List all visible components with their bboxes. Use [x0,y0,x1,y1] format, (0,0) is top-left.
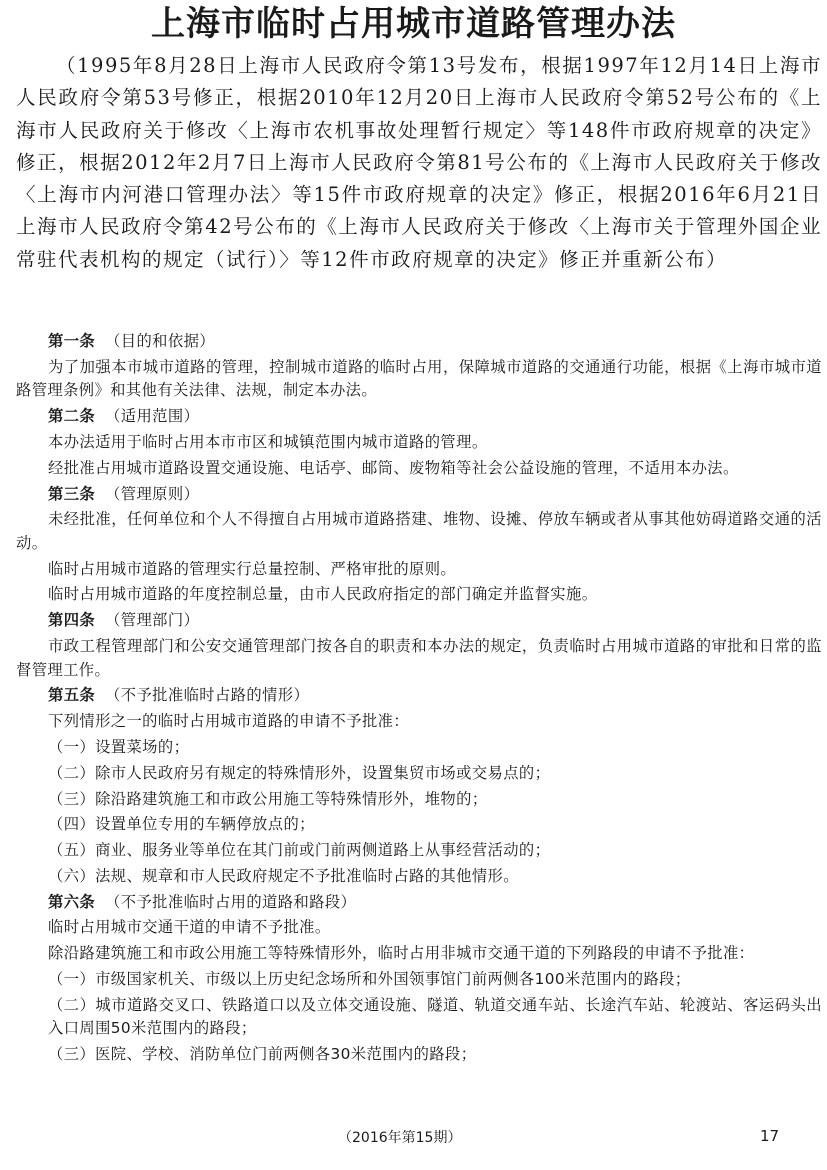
page-footer [0,1127,827,1151]
document-preamble: （1995年8月28日上海市人民政府令第13号发布，根据1997年12月14日上海市人民政府令第53号修正，根据2010年12月20日上海市人民政府令第52号公布的《上海市人民政府关于修改〈上海市农机事故处理暂行规定〉等148件市政府规章的决定》修正，根据2012年2月7日上海市人民政府令第81号公布的《上海市人民政府关于修改〈上海市内河港口管理办法〉等15件市政府规章的决定》修正，根据2016年6月21日上海市人民政府令第42号公布的《上海市人民政府关于修改〈上海市关于管理外国企业常驻代表机构的规定（试行）〉等12件市政府规章的决定》修正并重新公布） [16,54,822,271]
article-heading [16,405,822,429]
article-number: 第五条 [48,686,96,705]
article-topic: （不予批准临时占路的情形） [105,686,310,705]
article-paragraph: 除沿路建筑施工和市政公用施工等特殊情形外，临时占用非城市交通干道的下列路段的申请不予批准： [48,944,755,963]
article-paragraph: 未经批准，任何单位和个人不得擅自占用城市道路搭建、堆物、设摊、停放车辆或者从事其他妨碍道路交通的活动。 [16,510,822,552]
article-paragraph: 经批准占用城市道路设置交通设施、电话亭、邮筒、废物箱等社会公益设施的管理，不适用本办法。 [48,458,739,477]
article-heading [16,609,822,633]
article-heading [16,891,822,915]
article-list-item: （三）医院、学校、消防单位门前两侧各30米范围内的路段； [48,1045,477,1064]
article-number: 第三条 [48,484,96,503]
article-heading [16,330,822,354]
article-paragraph: 本办法适用于临时占用本市市区和城镇范围内城市道路的管理。 [48,432,488,451]
article-heading [16,483,822,507]
article-list-item: （三）除沿路建筑施工和市政公用施工等特殊情形外，堆物的； [48,789,488,808]
articles-body [16,330,822,1069]
article-paragraph: 临时占用城市道路的管理实行总量控制、严格审批的原则。 [48,559,457,578]
article-list-item: （一）市级国家机关、市级以上历史纪念场所和外国领事馆门前两侧各100米范围内的路段； [48,969,691,988]
page-number: 17 [760,1127,780,1145]
article-paragraph: 临时占用城市交通干道的申请不予批准。 [48,918,331,937]
article-list-item: （四）设置单位专用的车辆停放点的； [48,815,315,834]
article-list-item: （六）法规、规章和市人民政府规定不予批准临时占路的其他情形。 [48,866,519,885]
article-paragraph: 下列情形之一的临时占用城市道路的申请不予批准： [48,712,410,731]
article-list-item: （一）设置菜场的； [48,737,190,756]
article-number: 第一条 [48,332,96,350]
article-topic: （适用范围） [105,407,200,426]
document-title: 上海市临时占用城市道路管理办法 [151,4,676,44]
article-paragraph: 市政工程管理部门和公安交通管理部门按各自的职责和本办法的规定，负责临时占用城市道路的审批和日常的监督管理工作。 [16,637,822,679]
article-topic: （管理部门） [105,611,200,630]
article-number: 第六条 [48,892,96,911]
article-topic: （目的和依据） [105,332,215,350]
article-heading [16,684,822,708]
article-paragraph: 临时占用城市道路的年度控制总量，由市人民政府指定的部门确定并监督实施。 [48,585,598,604]
article-topic: （不予批准临时占用的道路和路段） [105,892,357,911]
article-number: 第四条 [48,611,96,630]
article-list-item: （二）除市人民政府另有规定的特殊情形外，设置集贸市场或交易点的； [48,763,551,782]
article-number: 第二条 [48,407,96,426]
issue-label: （2016年第15期） [338,1130,462,1146]
article-list-item: （二）城市道路交叉口、铁路道口以及立体交通设施、隧道、轨道交通车站、长途汽车站、轮渡站、客运码头出入口周围50米范围内的路段； [48,995,822,1038]
article-paragraph: 为了加强本市城市道路的管理，控制城市道路的临时占用，保障城市道路的交通通行功能，根据《上海市城市道路管理条例》和其他有关法律、法规，制定本办法。 [16,357,822,400]
article-topic: （管理原则） [105,484,200,503]
article-list-item: （五）商业、服务业等单位在其门前或门前两侧道路上从事经营活动的； [48,841,551,860]
